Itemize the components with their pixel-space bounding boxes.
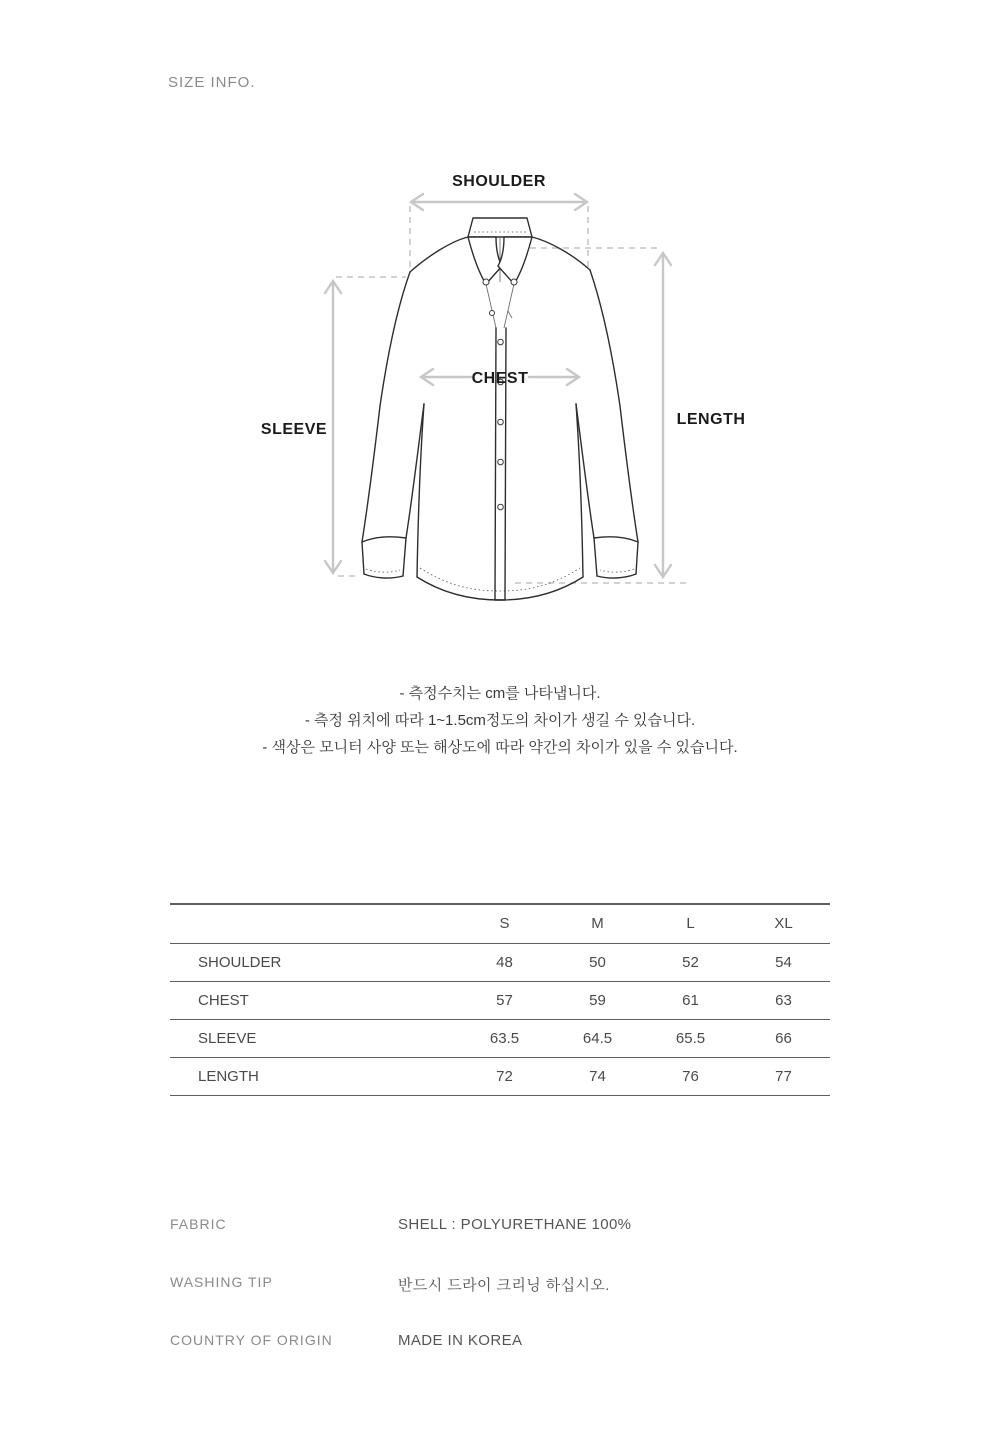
shoulder-measure-arrow <box>411 194 587 210</box>
fabric-info-row <box>170 1216 870 1236</box>
size-value: 64.5 <box>551 1019 644 1057</box>
row-label: LENGTH <box>170 1057 458 1095</box>
note-line-1: - 측정수치는 cm를 나타냅니다. <box>399 685 601 702</box>
column-header-s: S <box>458 904 551 943</box>
row-label: CHEST <box>170 981 458 1019</box>
table-row-sleeve <box>170 1019 830 1057</box>
size-table-corner-cell <box>170 904 458 943</box>
country-of-origin-value: MADE IN KOREA <box>398 1332 523 1349</box>
size-value: 72 <box>458 1057 551 1095</box>
note-line-3: - 색상은 모니터 사양 또는 해상도에 따라 약간의 차이가 있을 수 있습니다. <box>262 739 738 756</box>
size-value: 54 <box>775 953 792 971</box>
size-value: 61 <box>644 981 737 1019</box>
shirt-measurement-diagram <box>240 170 760 620</box>
length-measure-arrow <box>655 253 671 577</box>
size-table-header-row <box>170 904 830 943</box>
page-title: SIZE INFO. <box>168 74 256 91</box>
table-row-shoulder <box>170 943 830 981</box>
washing-tip-value: 반드시 드라이 크리닝 하십시오. <box>398 1277 610 1294</box>
size-value: 77 <box>737 1057 830 1095</box>
shirt-diagram-svg <box>240 170 760 620</box>
size-value: 52 <box>682 953 699 971</box>
column-header-l: L <box>644 904 737 943</box>
length-label: LENGTH <box>676 411 746 428</box>
size-value: 59 <box>551 981 644 1019</box>
sleeve-measure-arrow <box>325 281 341 573</box>
size-value: 74 <box>551 1057 644 1095</box>
size-value: 57 <box>458 981 551 1019</box>
shirt-buttons <box>483 279 517 510</box>
size-value: 63 <box>737 981 830 1019</box>
fabric-label: FABRIC <box>170 1216 227 1232</box>
chest-label: CHEST <box>471 370 529 387</box>
fabric-value: SHELL : POLYURETHANE 100% <box>398 1216 632 1233</box>
size-table <box>170 903 830 1096</box>
size-value: 63.5 <box>458 1019 551 1057</box>
column-header-m: M <box>551 904 644 943</box>
shoulder-label: SHOULDER <box>452 173 546 190</box>
row-label: SLEEVE <box>170 1019 458 1057</box>
table-row-length <box>170 1057 830 1095</box>
country-of-origin-row <box>170 1332 870 1352</box>
column-header-xl: XL <box>737 904 830 943</box>
note-line-2: - 측정 위치에 따라 1~1.5cm정도의 차이가 생길 수 있습니다. <box>304 712 696 729</box>
size-value: 65.5 <box>644 1019 737 1057</box>
row-label: SHOULDER <box>198 953 282 971</box>
size-value: 76 <box>644 1057 737 1095</box>
sleeve-label: SLEEVE <box>260 421 328 438</box>
country-of-origin-label: COUNTRY OF ORIGIN <box>170 1332 333 1348</box>
measurement-notes <box>0 680 1000 761</box>
size-value: 66 <box>737 1019 830 1057</box>
table-row-chest <box>170 981 830 1019</box>
washing-tip-label: WASHING TIP <box>170 1274 273 1290</box>
size-value: 48 <box>496 953 513 971</box>
washing-tip-row <box>170 1274 870 1294</box>
size-value: 50 <box>589 953 606 971</box>
shirt-outline <box>362 218 638 600</box>
